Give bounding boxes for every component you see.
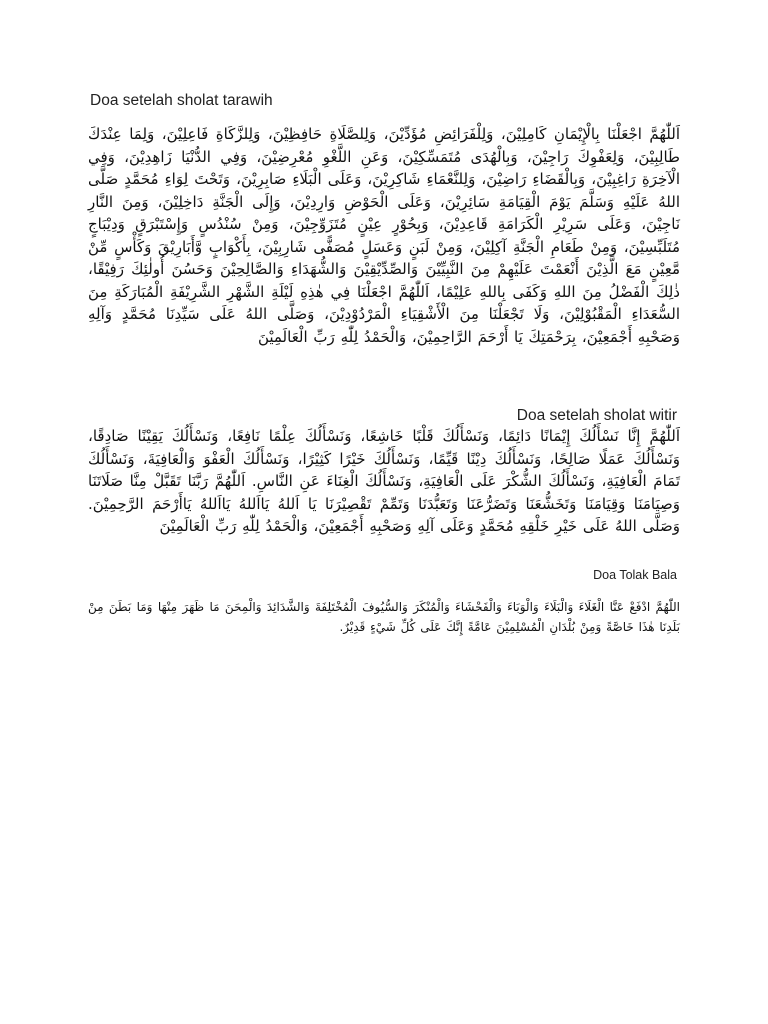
section-title-tarawih: Doa setelah sholat tarawih (90, 92, 273, 109)
prayer-text-tolak-bala: اللّٰهُمَّ ادْفَعْ عَنَّا الْغَلَاءَ وَالْبَلَاءَ وَالْوَبَاءَ وَالْفَحْشَاءَ وَالْمُنْكَرَ وَالسُّيُوفَ الْمُخْتَلِفَةَ وَالشَّدَائِدَ وَالْمِحَنَ مَا ظَهَرَ مِنْهَا وَمَا بَطَنَ مِنْ بَلَدِنَا هٰذَا خَاصَّةً وَمِنْ بُلْدَانِ الْمُسْلِمِيْنَ عَامَّةً إِنَّكَ عَلَى كُلِّ شَيْءٍ قَدِيْرٌ. (88, 600, 680, 634)
prayer-text-tarawih: اَللّٰهُمَّ اجْعَلْنَا بِالْإِيْمَانِ كَامِلِيْنَ، وَلِلْفَرَائِضِ مُؤَدِّيْنَ، وَلِلصَّلَاةِ حَافِظِيْنَ، وَلِلزَّكَاةِ فَاعِلِيْنَ، وَلِمَا عِنْدَكَ طَالِبِيْنَ، وَلِعَفْوِكَ رَاجِيْنَ، وَبِالْهُدَى مُتَمَسِّكِيْنَ، وَعَنِ اللَّغْوِ مُعْرِضِيْنَ، وَفِي الدُّنْيَا زَاهِدِيْنَ، وَفِي الْآخِرَةِ رَاغِبِيْنَ، وَبِالْقَضَاءِ رَاضِيْنَ، وَلِلنَّعْمَاءِ شَاكِرِيْنَ، وَعَلَى الْبَلَاءِ صَابِرِيْنَ، وَتَحْتَ لِوَاءِ مُحَمَّدٍ صَلَّى اللهُ عَلَيْهِ وَسَلَّمَ يَوْمَ الْقِيَامَةِ سَائِرِيْنَ، وَعَلَى الْحَوْضِ وَارِدِيْنَ، وَإِلَى الْجَنَّةِ دَاخِلِيْنَ، وَمِنَ النَّارِ نَاجِيْنَ، وَعَلَى سَرِيْرِ الْكَرَامَةِ قَاعِدِيْنَ، وَبِحُوْرٍ عِيْنٍ مُتَزَوِّجِيْنَ، وَمِنْ سُنْدُسٍ وَإِسْتَبْرَقٍ وَدِيْبَاجٍ مُتَلَبِّسِيْنَ، وَمِنْ طَعَامِ الْجَنَّةِ آكِلِيْنَ، وَمِنْ لَبَنٍ وَعَسَلٍ مُصَفًّى شَارِبِيْنَ، بِأَكْوَابٍ وَّأَبَارِيْقَ وَكَأْسٍ مِّنْ مَّعِيْنٍ مَعَ الَّذِيْنَ أَنْعَمْتَ عَلَيْهِمْ مِنَ النَّبِيِّيْنَ وَالصِّدِّيْقِيْنَ وَالشُّهَدَاءِ وَالصَّالِحِيْنَ وَحَسُنَ أُولٰئِكَ رَفِيْقًا، ذٰلِكَ الْفَضْلُ مِنَ اللهِ وَكَفَى بِاللهِ عَلِيْمًا، اَللّٰهُمَّ اجْعَلْنَا فِي هٰذِهِ لَيْلَةِ الشَّهْرِ الشَّرِيْفَةِ الْمُبَارَكَةِ مِنَ السُّعَدَاءِ الْمَقْبُوْلِيْنَ، وَلَا تَجْعَلْنَا مِنَ الْأَشْقِيَاءِ الْمَرْدُوْدِيْنَ، وَصَلَّى اللهُ عَلَى سَيِّدِنَا مُحَمَّدٍ وَآلِهِ وَصَحْبِهِ أَجْمَعِيْنَ، بِرَحْمَتِكَ يَا أَرْحَمَ الرَّاحِمِيْنَ، وَالْحَمْدُ لِلّٰهِ رَبِّ الْعَالَمِيْنَ (88, 125, 680, 346)
section-title-tolak-bala: Doa Tolak Bala (593, 568, 677, 582)
prayer-text-witir: اَللّٰهُمَّ إِنَّا نَسْأَلُكَ إِيْمَانًا دَائِمًا، وَنَسْأَلُكَ قَلْبًا خَاشِعًا، وَنَسْأَلُكَ عِلْمًا نَافِعًا، وَنَسْأَلُكَ يَقِيْنًا صَادِقًا، وَنَسْأَلُكَ عَمَلًا صَالِحًا، وَنَسْأَلُكَ دِيْنًا قَيِّمًا، وَنَسْأَلُكَ خَيْرًا كَثِيْرًا، وَنَسْأَلُكَ الْعَفْوَ وَالْعَافِيَةَ، وَنَسْأَلُكَ تَمَامَ الْعَافِيَةِ، وَنَسْأَلُكَ الشُّكْرَ عَلَى الْعَافِيَةِ، وَنَسْأَلُكَ الْغِنَاءَ عَنِ النَّاسِ. اَللّٰهُمَّ رَبَّنَا تَقَبَّلْ مِنَّا صَلَاتَنَا وَصِيَامَنَا وَقِيَامَنَا وَتَخَشُّعَنَا وَتَضَرُّعَنَا وَتَعَبُّدَنَا وَتَمِّمْ تَقْصِيْرَنَا يَا اَللهُ يَااَللهُ يَااَللهُ يَاأَرْحَمَ الرَّحِمِيْنَ. وَصَلَّى اللهُ عَلَى خَيْرِ خَلْقِهِ مُحَمَّدٍ وَعَلَى آلِهِ وَصَحْبِهِ أَجْمَعِيْنَ، وَالْحَمْدُ لِلّٰهِ رَبِّ الْعَالَمِيْنَ (88, 427, 680, 535)
section-title-witir: Doa setelah sholat witir (516, 407, 677, 424)
